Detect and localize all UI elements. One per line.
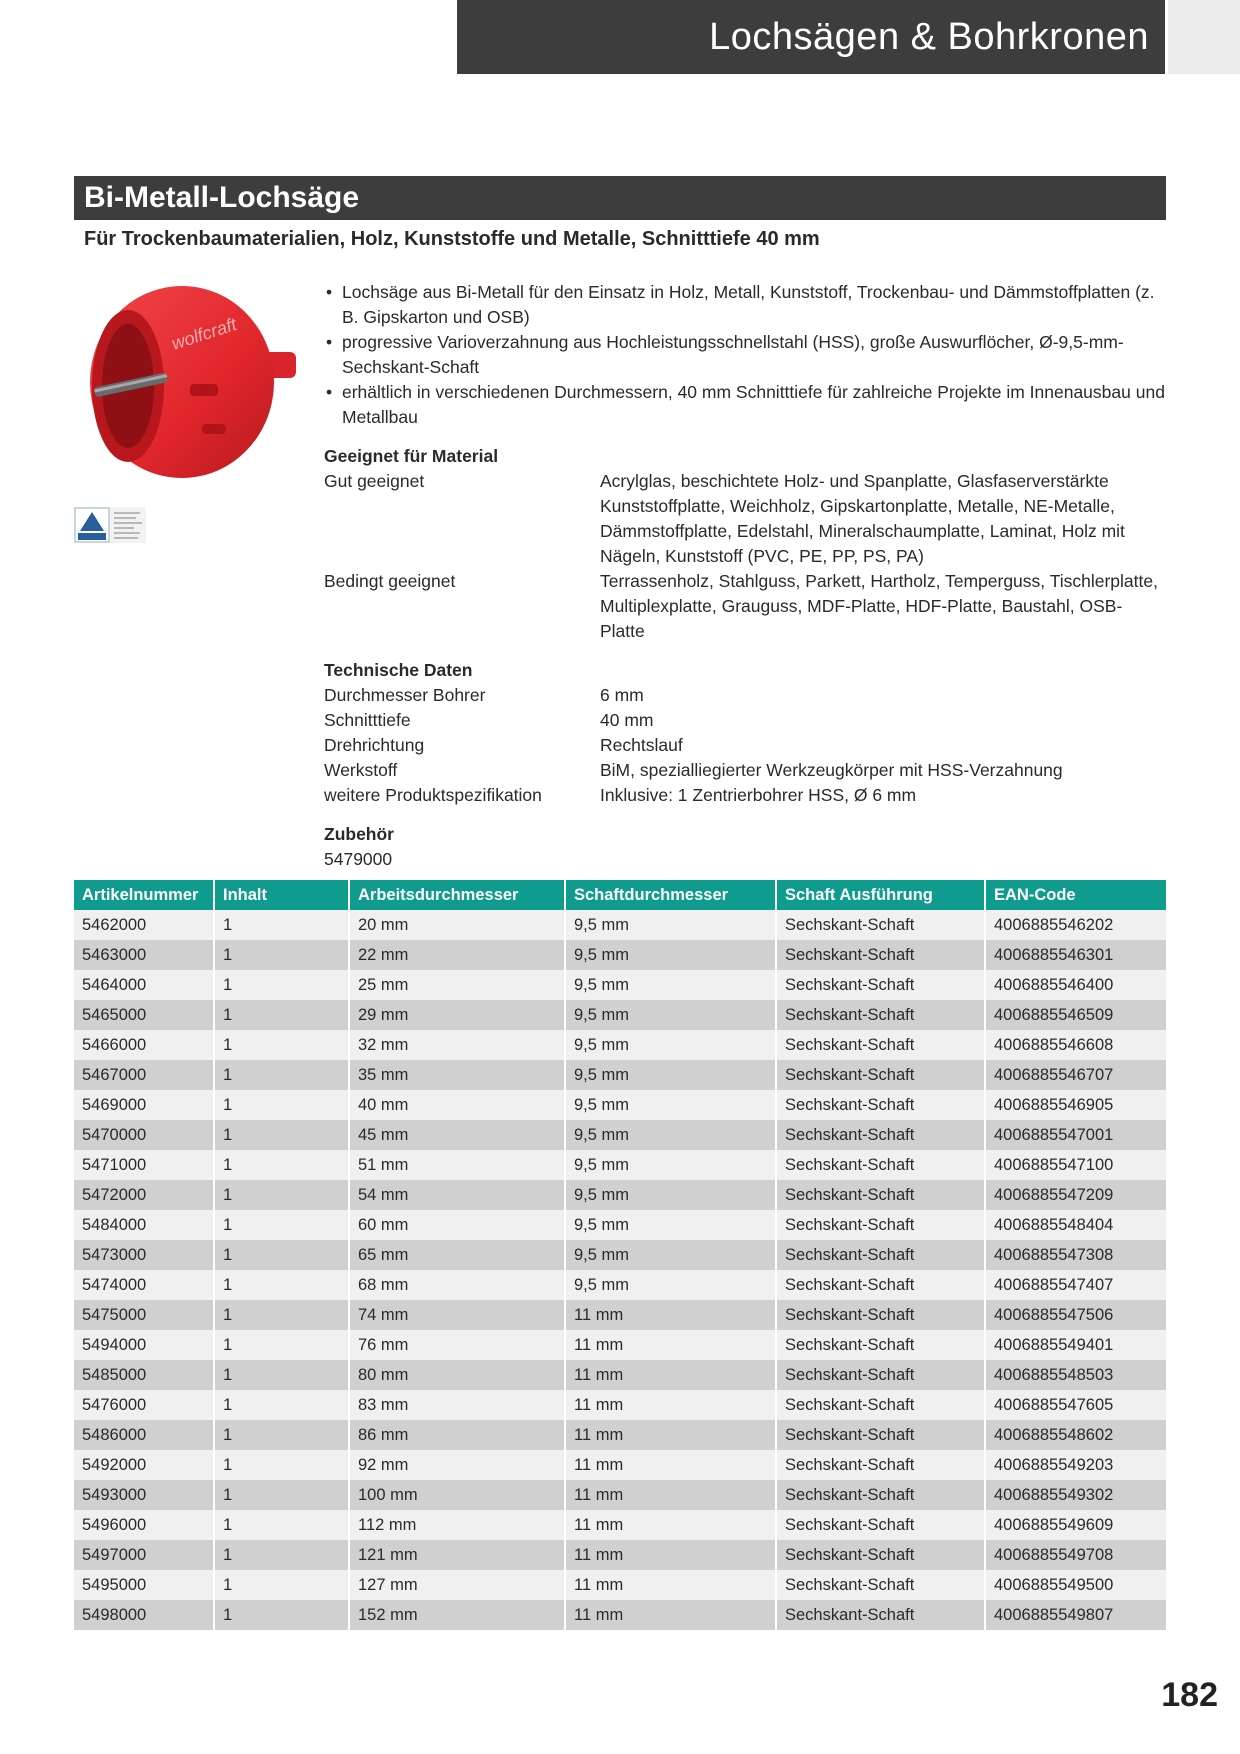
table-cell: 152 mm [349, 1600, 565, 1630]
table-cell: 45 mm [349, 1120, 565, 1150]
tech-value: Inklusive: 1 Zentrierbohrer HSS, Ø 6 mm [600, 785, 917, 805]
table-cell: 5493000 [74, 1480, 214, 1510]
table-cell: 65 mm [349, 1240, 565, 1270]
section-subtitle: Für Trockenbaumaterialien, Holz, Kunststoffe und Metalle, Schnitttiefe 40 mm [84, 228, 820, 250]
table-cell: 1 [214, 1090, 349, 1120]
table-cell: 5463000 [74, 940, 214, 970]
table-row [74, 1030, 1166, 1060]
table-cell: 5476000 [74, 1390, 214, 1420]
table-cell: 1 [214, 1390, 349, 1420]
table-cell: 4006885547209 [985, 1180, 1166, 1210]
page-header [457, 0, 1165, 74]
table-cell: 4006885549401 [985, 1330, 1166, 1360]
table-cell: 11 mm [565, 1600, 776, 1630]
table-cell: 92 mm [349, 1450, 565, 1480]
table-row [74, 940, 1166, 970]
column-header: Schaft Ausführung [776, 880, 985, 910]
table-cell: 11 mm [565, 1570, 776, 1600]
table-cell: 4006885548404 [985, 1210, 1166, 1240]
table-cell: 32 mm [349, 1030, 565, 1060]
table-row [74, 1480, 1166, 1510]
table-cell: Sechskant-Schaft [776, 1090, 985, 1120]
table-cell: Sechskant-Schaft [776, 1450, 985, 1480]
table-cell: 1 [214, 940, 349, 970]
table-cell: 11 mm [565, 1360, 776, 1390]
table-cell: 35 mm [349, 1060, 565, 1090]
table-row [74, 1390, 1166, 1420]
tech-key: Werkstoff [324, 760, 398, 780]
tech-row [324, 708, 1166, 733]
table-cell: 22 mm [349, 940, 565, 970]
table-cell: 5494000 [74, 1330, 214, 1360]
table-cell: 9,5 mm [565, 1030, 776, 1060]
table-cell: 1 [214, 1000, 349, 1030]
table-cell: 1 [214, 1030, 349, 1060]
table-cell: Sechskant-Schaft [776, 1480, 985, 1510]
table-cell: 127 mm [349, 1570, 565, 1600]
table-cell: 4006885549203 [985, 1450, 1166, 1480]
tech-row [324, 733, 1166, 758]
table-cell: 5484000 [74, 1210, 214, 1240]
table-header-row [74, 880, 1166, 910]
tech-value: 40 mm [600, 710, 654, 730]
table-cell: 11 mm [565, 1450, 776, 1480]
table-cell: Sechskant-Schaft [776, 1120, 985, 1150]
table-cell: Sechskant-Schaft [776, 1390, 985, 1420]
table-row [74, 1600, 1166, 1630]
table-cell: 29 mm [349, 1000, 565, 1030]
table-cell: 4006885549302 [985, 1480, 1166, 1510]
table-cell: 9,5 mm [565, 940, 776, 970]
table-cell: 5471000 [74, 1150, 214, 1180]
tech-heading: Technische Daten [324, 660, 473, 680]
table-cell: 11 mm [565, 1330, 776, 1360]
tech-row [324, 758, 1166, 783]
feature-item: • progressive Varioverzahnung aus Hochleistungsschnellstahl (HSS), große Auswurflöcher, Ø-9,5-mm-Sechskant-Schaft [324, 330, 1166, 380]
table-cell: 9,5 mm [565, 1240, 776, 1270]
table-cell: 76 mm [349, 1330, 565, 1360]
table-cell: 9,5 mm [565, 1270, 776, 1300]
table-cell: 68 mm [349, 1270, 565, 1300]
table-cell: 51 mm [349, 1150, 565, 1180]
table-cell: 5475000 [74, 1300, 214, 1330]
table-cell: 86 mm [349, 1420, 565, 1450]
table-cell: 1 [214, 1180, 349, 1210]
accessory-value: 5479000 [324, 849, 393, 869]
table-cell: 4006885549708 [985, 1540, 1166, 1570]
table-cell: 9,5 mm [565, 1180, 776, 1210]
table-cell: 5464000 [74, 970, 214, 1000]
section-title: Bi-Metall-Lochsäge [74, 176, 1166, 220]
column-header: Arbeitsdurchmesser [349, 880, 565, 910]
table-cell: 5466000 [74, 1030, 214, 1060]
table-cell: Sechskant-Schaft [776, 1150, 985, 1180]
material-row [324, 469, 1166, 569]
table-row [74, 1330, 1166, 1360]
table-cell: 1 [214, 1120, 349, 1150]
table-cell: 9,5 mm [565, 1000, 776, 1030]
table-cell: 25 mm [349, 970, 565, 1000]
table-row [74, 1270, 1166, 1300]
table-cell: Sechskant-Schaft [776, 1000, 985, 1030]
table-body [74, 910, 1166, 1630]
tech-value: Rechtslauf [600, 735, 683, 755]
table-cell: 11 mm [565, 1390, 776, 1420]
table-cell: 11 mm [565, 1300, 776, 1330]
table-cell: 5473000 [74, 1240, 214, 1270]
table-cell: 60 mm [349, 1210, 565, 1240]
table-cell: 5496000 [74, 1510, 214, 1540]
table-cell: Sechskant-Schaft [776, 1030, 985, 1060]
table-cell: 5492000 [74, 1450, 214, 1480]
material-row [324, 569, 1166, 644]
table-cell: 4006885546509 [985, 1000, 1166, 1030]
table-cell: 11 mm [565, 1480, 776, 1510]
table-cell: 100 mm [349, 1480, 565, 1510]
table-cell: 9,5 mm [565, 910, 776, 940]
table-cell: 5467000 [74, 1060, 214, 1090]
table-cell: 1 [214, 910, 349, 940]
table-row [74, 970, 1166, 1000]
material-key: Bedingt geeignet [324, 571, 456, 591]
table-cell: 5470000 [74, 1120, 214, 1150]
page-number: 182 [1161, 1676, 1218, 1714]
table-cell: 1 [214, 1480, 349, 1510]
table-row [74, 1420, 1166, 1450]
feature-item: • erhältlich in verschiedenen Durchmessern, 40 mm Schnitttiefe für zahlreiche Projekte im Innenausbau und Metallbau [324, 380, 1166, 430]
table-cell: 4006885548602 [985, 1420, 1166, 1450]
table-cell: 4006885547605 [985, 1390, 1166, 1420]
table-cell: 5486000 [74, 1420, 214, 1450]
table-cell: 1 [214, 1300, 349, 1330]
column-header: Inhalt [214, 880, 349, 910]
material-value: Terrassenholz, Stahlguss, Parkett, Hartholz, Temperguss, Tischlerplatte, Multiplexplatte, Grauguss, MDF-Platte, HDF-Platte, Baustahl, OSB-Platte [600, 571, 1158, 641]
table-cell: Sechskant-Schaft [776, 970, 985, 1000]
table-row [74, 1150, 1166, 1180]
feature-item: • Lochsäge aus Bi-Metall für den Einsatz in Holz, Metall, Kunststoff, Trockenbau- und Dämmstoffplatten (z. B. Gipskarton und OSB) [324, 280, 1166, 330]
product-info [324, 280, 1166, 872]
table-cell: 1 [214, 970, 349, 1000]
table-cell: 4006885547100 [985, 1150, 1166, 1180]
table-cell: Sechskant-Schaft [776, 1510, 985, 1540]
table-cell: 1 [214, 1450, 349, 1480]
table-cell: 4006885547506 [985, 1300, 1166, 1330]
table-cell: 9,5 mm [565, 1060, 776, 1090]
table-cell: 54 mm [349, 1180, 565, 1210]
table-cell: 9,5 mm [565, 1120, 776, 1150]
table-cell: Sechskant-Schaft [776, 940, 985, 970]
table-cell: 121 mm [349, 1540, 565, 1570]
table-cell: 11 mm [565, 1510, 776, 1540]
table-cell: 9,5 mm [565, 970, 776, 1000]
table-cell: 4006885546608 [985, 1030, 1166, 1060]
table-cell: 80 mm [349, 1360, 565, 1390]
header-title: Lochsägen & Bohrkronen [709, 15, 1149, 58]
table-row [74, 1060, 1166, 1090]
column-header: Schaftdurchmesser [565, 880, 776, 910]
table-cell: Sechskant-Schaft [776, 1330, 985, 1360]
table-cell: 1 [214, 1510, 349, 1540]
table-row [74, 1210, 1166, 1240]
table-cell: Sechskant-Schaft [776, 1570, 985, 1600]
material-value: Acrylglas, beschichtete Holz- und Spanplatte, Glasfaserverstärkte Kunststoffplatte, Weichholz, Gipskartonplatte, Metalle, NE-Metalle, Dämmstoffplatte, Edelstahl, Mineralschaumplatte, Laminat, Holz mit Nägeln, Kunststoff (PVC, PE, PP, PS, PA) [600, 471, 1125, 566]
table-cell: 4006885546707 [985, 1060, 1166, 1090]
table-cell: 5465000 [74, 1000, 214, 1030]
table-cell: 5485000 [74, 1360, 214, 1390]
table-cell: 4006885547407 [985, 1270, 1166, 1300]
tech-row [324, 683, 1166, 708]
tech-key: Schnitttiefe [324, 710, 411, 730]
table-cell: 4006885549609 [985, 1510, 1166, 1540]
table-row [74, 1300, 1166, 1330]
table-cell: 5469000 [74, 1090, 214, 1120]
table-cell: 5497000 [74, 1540, 214, 1570]
table-cell: Sechskant-Schaft [776, 910, 985, 940]
table-cell: 11 mm [565, 1540, 776, 1570]
table-row [74, 1450, 1166, 1480]
table-cell: 9,5 mm [565, 1210, 776, 1240]
table-cell: 4006885549500 [985, 1570, 1166, 1600]
table-cell: 74 mm [349, 1300, 565, 1330]
table-cell: 5462000 [74, 910, 214, 940]
table-row [74, 1360, 1166, 1390]
table-cell: Sechskant-Schaft [776, 1300, 985, 1330]
table-cell: 4006885548503 [985, 1360, 1166, 1390]
certification-badge [74, 507, 146, 543]
table-cell: 4006885549807 [985, 1600, 1166, 1630]
table-cell: Sechskant-Schaft [776, 1180, 985, 1210]
table-cell: 83 mm [349, 1390, 565, 1420]
table-cell: 5498000 [74, 1600, 214, 1630]
table-cell: 1 [214, 1270, 349, 1300]
table-cell: 4006885547308 [985, 1240, 1166, 1270]
table-row [74, 1120, 1166, 1150]
table-cell: 9,5 mm [565, 1090, 776, 1120]
table-cell: Sechskant-Schaft [776, 1540, 985, 1570]
table-row [74, 1180, 1166, 1210]
table-cell: 40 mm [349, 1090, 565, 1120]
table-cell: Sechskant-Schaft [776, 1210, 985, 1240]
table-cell: 1 [214, 1060, 349, 1090]
table-cell: 1 [214, 1600, 349, 1630]
table-row [74, 1570, 1166, 1600]
tech-value: BiM, spezialliegierter Werkzeugkörper mit HSS-Verzahnung [600, 760, 1063, 780]
hole-saw-image [70, 272, 302, 490]
table-cell: 1 [214, 1150, 349, 1180]
table-row [74, 1090, 1166, 1120]
table-cell: Sechskant-Schaft [776, 1360, 985, 1390]
table-row [74, 1540, 1166, 1570]
table-cell: 4006885546301 [985, 940, 1166, 970]
table-cell: 1 [214, 1210, 349, 1240]
table-cell: 1 [214, 1360, 349, 1390]
header-tab [1168, 0, 1240, 74]
tech-key: Drehrichtung [324, 735, 425, 755]
material-key: Gut geeignet [324, 471, 425, 491]
table-cell: 4006885547001 [985, 1120, 1166, 1150]
column-header: Artikelnummer [74, 880, 214, 910]
table-cell: 5472000 [74, 1180, 214, 1210]
table-cell: Sechskant-Schaft [776, 1270, 985, 1300]
table-cell: 11 mm [565, 1420, 776, 1450]
table-row [74, 910, 1166, 940]
table-cell: Sechskant-Schaft [776, 1060, 985, 1090]
table-row [74, 1510, 1166, 1540]
column-header: EAN-Code [985, 880, 1166, 910]
table-cell: 5495000 [74, 1570, 214, 1600]
table-cell: 4006885546905 [985, 1090, 1166, 1120]
table-cell: 20 mm [349, 910, 565, 940]
table-cell: 1 [214, 1330, 349, 1360]
table-cell: 1 [214, 1540, 349, 1570]
material-heading: Geeignet für Material [324, 446, 499, 466]
article-table [74, 880, 1166, 1630]
table-cell: Sechskant-Schaft [776, 1240, 985, 1270]
tech-row [324, 783, 1166, 808]
table-cell: Sechskant-Schaft [776, 1600, 985, 1630]
table-cell: 4006885546202 [985, 910, 1166, 940]
tech-key: Durchmesser Bohrer [324, 685, 486, 705]
tech-value: 6 mm [600, 685, 644, 705]
table-cell: 1 [214, 1570, 349, 1600]
table-row [74, 1000, 1166, 1030]
table-cell: 5474000 [74, 1270, 214, 1300]
table-cell: 1 [214, 1420, 349, 1450]
table-row [74, 1240, 1166, 1270]
accessory-heading: Zubehör [324, 824, 394, 844]
tech-key: weitere Produktspezifikation [324, 785, 542, 805]
brand-text: wolfcraft [169, 314, 239, 354]
table-cell: 9,5 mm [565, 1150, 776, 1180]
table-cell: 4006885546400 [985, 970, 1166, 1000]
table-cell: 1 [214, 1240, 349, 1270]
table-cell: 112 mm [349, 1510, 565, 1540]
feature-list [324, 280, 1166, 430]
table-cell: Sechskant-Schaft [776, 1420, 985, 1450]
